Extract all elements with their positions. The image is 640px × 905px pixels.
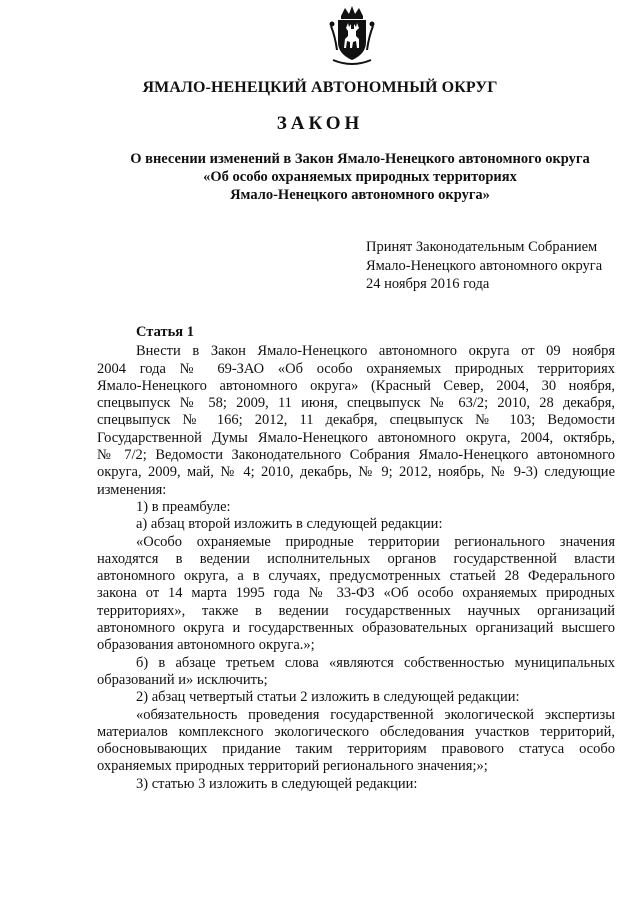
quoted-line: образования автономного округа.»; xyxy=(97,637,315,654)
paragraph-line: спецвыпуск № 166; 2012, 11 декабря, спецвыпуск № 103; Ведомости xyxy=(97,412,615,429)
quoted-line: обосновывающих придание таким территориям правового статуса особо xyxy=(97,741,615,758)
law-title-line: О внесении изменений в Закон Ямало-Ненецкого автономного округа xyxy=(130,151,590,167)
paragraph-line: № 7/2; Ведомости Законодательного Собрания Ямало-Ненецкого автономного xyxy=(97,447,615,464)
paragraph-line: 2004 года № 69-ЗАО «Об особо охраняемых природных территориях xyxy=(97,360,615,377)
quoted-line: автономного округа и государственных образовательных организаций высшего xyxy=(97,620,615,637)
paragraph-line: Внести в Закон Ямало-Ненецкого автономного округа от 09 ноября xyxy=(136,343,615,360)
quoted-line: закона от 14 марта 1995 года № 33-ФЗ «Об особо охраняемых природных xyxy=(97,585,615,602)
paragraph-line: Государственной Думы Ямало-Ненецкого автономного округа, 2004, октябрь, xyxy=(97,429,615,446)
list-item: 3) статью 3 изложить в следующей редакции: xyxy=(136,775,418,792)
region-title: ЯМАЛО-НЕНЕЦКИЙ АВТОНОМНЫЙ ОКРУГ xyxy=(142,79,498,96)
list-item: 2) абзац четвертый статьи 2 изложить в следующей редакции: xyxy=(136,689,520,706)
quoted-line: находятся в ведении исполнительных органов государственной власти xyxy=(97,550,615,567)
law-title xyxy=(90,150,630,204)
paragraph-line: округа, 2009, май, № 4; 2010, декабрь, № 9; 2012, ноябрь, № 9-3) следующие xyxy=(97,464,615,481)
paragraph-line: спецвыпуск № 58; 2009, 11 июня, спецвыпуск № 63/2; 2010, 28 декабря, xyxy=(97,395,615,412)
list-item: а) абзац второй изложить в следующей редакции: xyxy=(136,516,443,533)
list-item: б) в абзаце третьем слова «являются собственностью муниципальных xyxy=(136,654,615,671)
adoption-note-line: Принят Законодательным Собранием xyxy=(366,239,598,255)
adoption-date: 24 ноября 2016 года xyxy=(366,276,490,292)
adoption-note xyxy=(366,238,602,294)
quoted-line: «обязательность проведения государственной экологической экспертизы xyxy=(136,706,615,723)
quoted-line: автономного округа, а в случаях, предусмотренных статьей 28 Федерального xyxy=(97,568,615,585)
document-type-heading: ЗАКОН xyxy=(276,113,364,134)
paragraph-line: образований и» исключить; xyxy=(97,671,268,688)
article-heading: Статья 1 xyxy=(136,324,194,340)
list-item: 1) в преамбуле: xyxy=(136,498,231,515)
law-title-line: «Об особо охраняемых природных территориях xyxy=(203,169,517,185)
adoption-note-line: Ямало-Ненецкого автономного округа xyxy=(366,257,603,274)
quoted-line: территориях», также в ведении государственных научных организаций xyxy=(97,602,615,619)
paragraph-line: Ямало-Ненецкого автономного округа» (Красный Север, 2004, 30 ноября, xyxy=(97,377,615,394)
quoted-line: материалов комплексного экологического обследования участков территорий, xyxy=(97,723,615,740)
quoted-line: «Особо охраняемые природные территории регионального значения xyxy=(136,533,615,550)
quoted-line: охраняемых природных территорий регионального значения;»; xyxy=(97,758,488,775)
law-title-line: Ямало-Ненецкого автономного округа» xyxy=(230,187,490,203)
paragraph-line: изменения: xyxy=(97,481,167,498)
article-body xyxy=(97,324,615,793)
coat-of-arms-emblem xyxy=(327,6,377,68)
